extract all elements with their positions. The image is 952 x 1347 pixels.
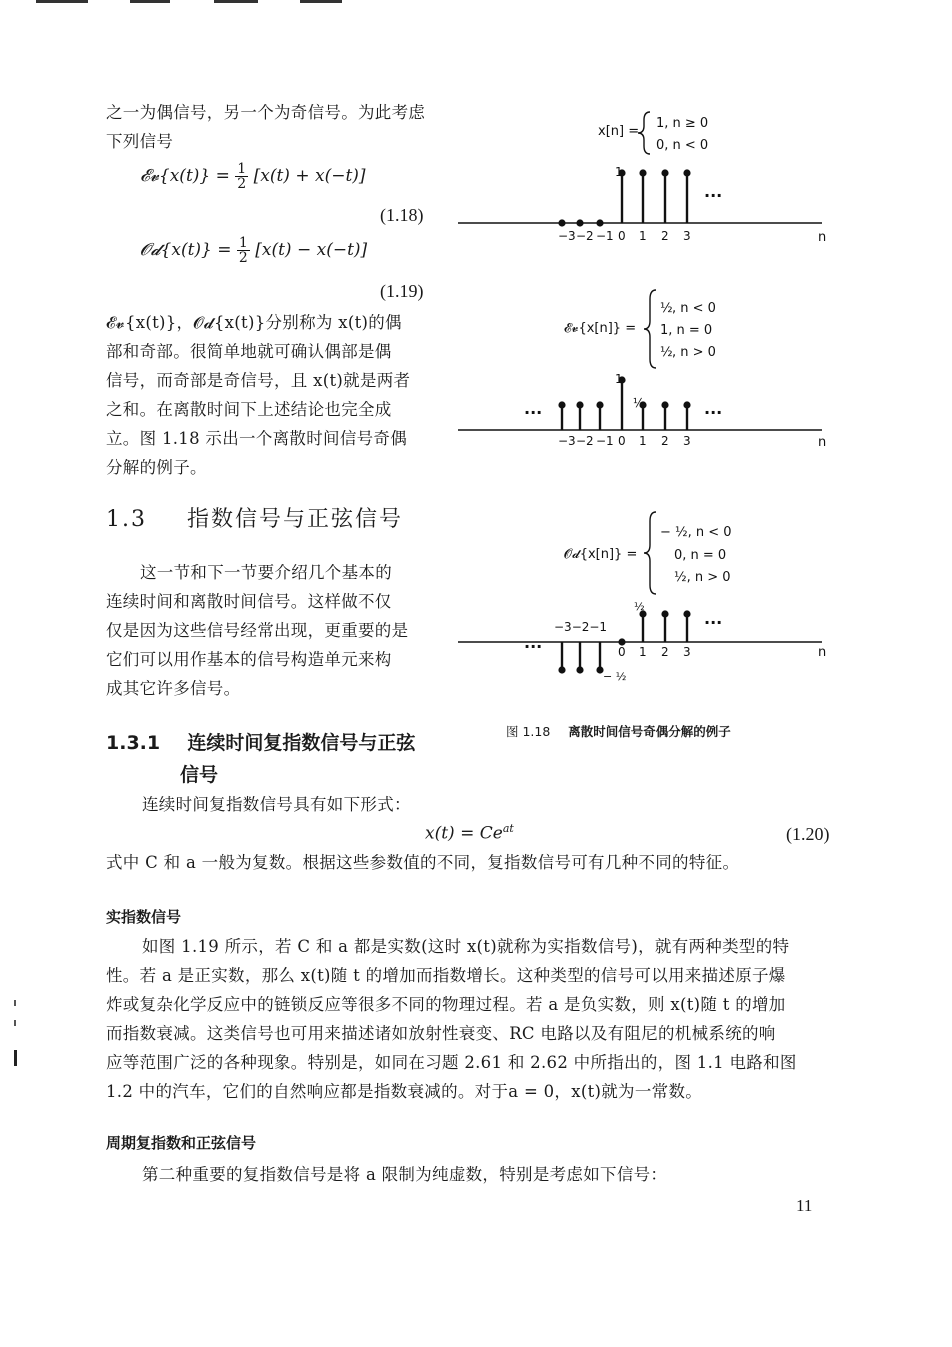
subsection-title-line1: 连续时间复指数信号与正弦 (187, 732, 416, 754)
margin-mark (14, 1050, 17, 1066)
section-heading (106, 502, 403, 533)
header-rule-3 (214, 0, 258, 3)
p2-case3-half: ½ (660, 345, 673, 360)
margin-mark (14, 1020, 16, 1026)
p3-stem-dot (661, 610, 668, 617)
header-rule-1 (36, 0, 88, 3)
p1-tick-label: −1 (596, 229, 614, 243)
header-rule-4 (300, 0, 342, 3)
p1-stem-dot (576, 219, 583, 226)
p2-tick-label: 3 (683, 434, 691, 448)
section-title: 指数信号与正弦信号 (187, 507, 404, 532)
parameter-sentence: 式中 C 和 a 一般为复数。根据这些参数值的不同，复指数信号可有几种不同的特征。 (106, 853, 740, 872)
subsection-heading (106, 728, 415, 755)
p3-neg-half: − ½ (603, 670, 627, 683)
even-part-equation (140, 162, 366, 191)
odd-lhs: 𝓞𝓭{x(t)} = (140, 240, 237, 260)
p3-case1: − ½, n < 0 (660, 525, 732, 540)
page-number: 11 (796, 1196, 813, 1215)
heading-periodic-exponential: 周期复指数和正弦信号 (106, 1134, 257, 1152)
p2-tick-label: 1 (639, 434, 647, 448)
caption-number: 图 1.18 (506, 724, 551, 739)
p2-case1-half: ½ (660, 301, 673, 316)
section-paragraph: 这一节和下一节要介绍几个基本的 连续时间和离散时间信号。这样做不仅 仅是因为这些信号经常出现，更重要的是 它们可以用作基本的信号构造单元来构 成其它许多信号。 (106, 563, 409, 698)
p1-tick-label: −3 (558, 229, 576, 243)
p1-stem-dot (558, 219, 565, 226)
odd-part-equation (140, 236, 367, 265)
p1-stem-dot (596, 219, 603, 226)
p3-stem-dot (558, 666, 565, 673)
section-number: 1.3 (106, 507, 147, 532)
even-rhs: [x(t) + x(−t)] (253, 166, 366, 186)
half-fraction: $\frac{1}{2}$ (237, 161, 247, 192)
p3-stem-dot (683, 610, 690, 617)
p2-tick-label: −3 (558, 434, 576, 448)
equation-number-1-18: (1.18) (380, 205, 424, 225)
p2-tick-label: 0 (618, 434, 626, 448)
p1-value-label: 1 (615, 165, 623, 179)
p3-case2: 0, n = 0 (674, 548, 727, 563)
p2-def-label: 𝓔𝓿{x[n]} = (564, 321, 637, 336)
p1-stem-dot (639, 169, 646, 176)
periodic-paragraph: 第二种重要的复指数信号是将 a 限制为纯虚数，特别是考虑如下信号： (142, 1165, 668, 1184)
figure-1-18 (450, 100, 850, 710)
p1-stem-dot (683, 169, 690, 176)
equation-number-1-20: (1.20) (786, 824, 830, 844)
margin-mark (14, 1000, 16, 1006)
panel-signal (458, 112, 826, 245)
p2-tick-label: −1 (596, 434, 614, 448)
panel-odd-part (458, 512, 826, 683)
p2-stem-dot (683, 401, 690, 408)
p1-tick-label: 1 (639, 229, 647, 243)
p2-tick-label: −2 (576, 434, 594, 448)
p1-tick-label: 0 (618, 229, 626, 243)
equation-1-20: $x(t) = Ce^{at}$ (425, 822, 514, 844)
even-lhs: 𝓔𝓿{x(t)} = (140, 166, 236, 186)
p3-ellipsis-left: ··· (524, 637, 543, 656)
p3-tick-label: 2 (661, 645, 669, 659)
p2-tick-label: 2 (661, 434, 669, 448)
p1-axis-label: n (818, 230, 827, 245)
p3-axis-label: n (818, 645, 827, 660)
p3-def-label: 𝓞𝓭{x[n]} = (564, 547, 638, 562)
p3-neg-ticks: −3−2−1 (554, 620, 608, 634)
p3-tick-label: 0 (618, 645, 626, 659)
panel-even-part (458, 290, 826, 450)
caption-text: 离散时间信号奇偶分解的例子 (568, 724, 731, 739)
p3-stem-dot (576, 666, 583, 673)
p2-axis-label: n (818, 435, 827, 450)
p2-peak-label: 1 (615, 372, 623, 386)
p1-brace (638, 112, 650, 154)
p2-brace (644, 290, 656, 368)
even-odd-paragraph: 𝓔𝓿{x(t)}，𝓞𝓭{x(t)}分别称为 x(t)的偶 部和奇部。很简单地就可确认偶部是偶 信号，而奇部是奇信号，且 x(t)就是两者 之和。在离散时间下上述结论也完全成 立。图 1.18 示出一个离散时间信号奇偶 分解的例子。 (106, 313, 411, 477)
intro-paragraph: 之一为偶信号，另一个为奇信号。为此考虑下列信号 (106, 103, 426, 151)
figure-caption (506, 722, 731, 740)
p1-tick-label: 3 (683, 229, 691, 243)
subsection-number: 1.3.1 (106, 732, 161, 754)
complex-exp-intro: 连续时间复指数信号具有如下形式： (142, 795, 411, 814)
odd-rhs: [x(t) − x(−t)] (255, 240, 368, 260)
p1-tick-label: 2 (661, 229, 669, 243)
heading-real-exponential: 实指数信号 (106, 908, 182, 926)
p3-ellipsis-right: ··· (704, 613, 723, 632)
p2-case3: , n > 0 (672, 345, 716, 360)
p3-case3: ½, n > 0 (674, 570, 731, 585)
p2-stem-dot (661, 401, 668, 408)
header-rule-2 (130, 0, 170, 3)
p1-case1: 1, n ≥ 0 (656, 116, 709, 131)
p3-brace (644, 512, 656, 594)
p2-ellipsis-right: ··· (704, 403, 723, 422)
subsection-title-line2: 信号 (180, 764, 219, 786)
p1-tick-label: −2 (576, 229, 594, 243)
p2-case1: , n < 0 (672, 301, 716, 316)
p2-case2: 1, n = 0 (660, 323, 713, 338)
p3-tick-label: 1 (639, 645, 647, 659)
p2-stem-dot (576, 401, 583, 408)
p3-pos-half: ½ (634, 600, 645, 613)
half-fraction: $\frac{1}{2}$ (238, 235, 248, 266)
p2-stem-dot (596, 401, 603, 408)
real-exponential-paragraph: 如图 1.19 所示，若 C 和 a 都是实数(这时 x(t)就称为实指数信号)，就有两种类型的特 性。若 a 是正实数，那么 x(t)随 t 的增加而指数增长。这种类型的信号可以用来描述原子爆 炸或复杂化学反应中的链锁反应等很多不同的物理过程。若 a 是负实数，则 x(t)随 t 的增加 而指数衰减。这类信号也可用来描述诸如放射性衰变、RC 电路以及有阻尼的机械系统的响 应等范围广泛的各种现象。特别是，如同在习题 2.61 和 2.62 中所指出的，图 1.1 电路和图 1.2 中的汽车，它们的自然响应都是指数衰减的。对于a = 0，x(t)就为一常数。 (106, 937, 797, 1101)
p1-stem-dot (661, 169, 668, 176)
p1-case2: 0, n < 0 (656, 138, 709, 153)
p2-stem-dot (558, 401, 565, 408)
p1-def-label: x[n] = (598, 124, 640, 139)
equation-number-1-19: (1.19) (380, 281, 424, 301)
p3-tick-label: 3 (683, 645, 691, 659)
p2-ellipsis-left: ··· (524, 403, 543, 422)
p2-half-label: ½ (633, 396, 645, 410)
p1-ellipsis: ··· (704, 186, 723, 205)
